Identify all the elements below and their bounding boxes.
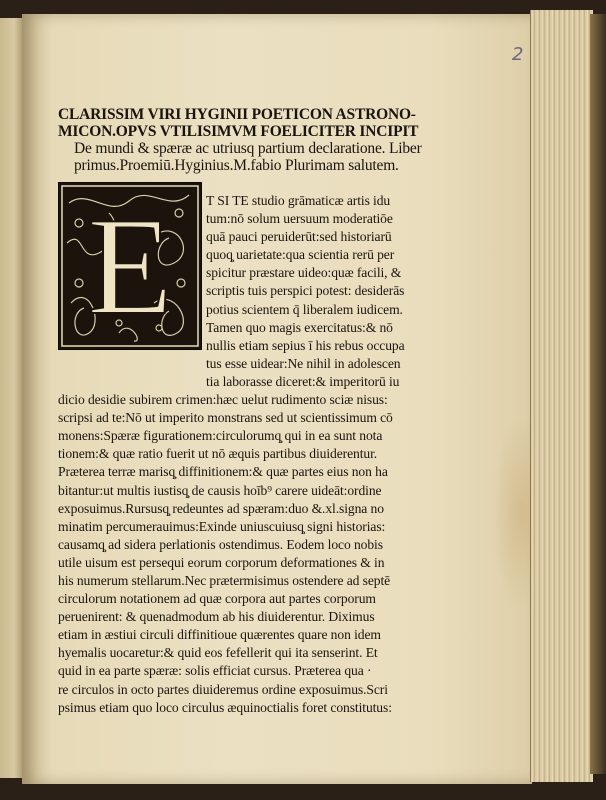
body-line: scripsi ad te:Nō ut imperito monstrans sed ut scientissimum cō: [58, 410, 393, 426]
body-line: Præterea terræ marisq̧ diffinitionem:& quæ partes eius non ha: [58, 464, 388, 480]
body-line: his numerum stellarum.Nec prætermisimus ostendere ad septē: [58, 572, 391, 588]
body-line: tus esse uidear:Ne nihil in adolescen: [206, 355, 401, 371]
heading-line-2: MICON.OPVS VTILISIMVM FOELICITER INCIPIT: [58, 123, 419, 140]
decorated-initial: [58, 182, 202, 350]
body-line: tum:nō solum uersuum moderatiōe: [206, 211, 393, 227]
body-line: etiam in æstiui circuli diffinitioue quærentes quare non idem: [58, 627, 381, 643]
body-line: utile uisum est persequi eorum corporum deformationes & in: [58, 554, 385, 570]
body-line: causamq̧ ad sidera perlationis ostendimus. Eodem loco nobis: [58, 536, 383, 552]
body-line: hyemalis uocaretur:& quid eos fefellerit qui ita senserint. Et: [58, 645, 378, 661]
body-line: tia laborasse diceret:& imperitorū iu: [206, 373, 400, 389]
text-block: [58, 106, 528, 717]
folio-number: 2: [512, 44, 524, 65]
body-line: bitantur:ut multis iustisq̧ de causis hoīb⁹ carere uideāt:ordine: [58, 482, 382, 498]
body-line: exposuimus.Rursusq̧ redeuntes ad spæram:duo &.xl.signa no: [58, 500, 384, 516]
heading-line-4: primus.Proemiū.Hyginius.M.fabio Plurimam salutem.: [74, 157, 399, 174]
body-line: re circulos in octo partes diuideremus ordine exposuimus.Scri: [58, 681, 388, 697]
body-line: dicio desidie subirem crimen:hæc uelut rudimento sciæ nisus:: [58, 392, 388, 408]
heading-line-3: De mundi & spæræ ac utriusq partium declaratione. Liber: [74, 140, 422, 157]
body-line: potius scientem q̄ liberalem iudicem.: [206, 301, 403, 317]
body-line: nullis etiam sepius ī his rebus occupa: [206, 337, 405, 353]
body-line: tionem:& quæ ratio fuerit ut nō æquis partibus diuiderentur.: [58, 446, 378, 462]
body-line: spicitur præstare uideo:quæ facili, &: [206, 265, 402, 281]
page-edges: [530, 10, 593, 782]
heading: [58, 106, 528, 174]
body-line: Tamen quo magis exercitatus:& nō: [206, 319, 393, 335]
body-line: circulorum notationem ad quæ corpora aut partes corporum: [58, 591, 376, 607]
page-edges-shadow: [590, 14, 606, 774]
body-line: quā pauci peruiderūt:sed historiarū: [206, 229, 392, 245]
heading-line-1: CLARISSIM VIRI HYGINII POETICON ASTRONO-: [58, 106, 416, 123]
body-line: quid in ea parte spæræ: solis efficiat cursus. Præterea qua ·: [58, 663, 372, 679]
page: [22, 14, 532, 784]
initial-letter: E: [87, 189, 173, 344]
body-line: peruenirent: & quenadmodum ab his diuiderentur. Diximus: [58, 609, 375, 625]
body-line: minatim percumerauimus:Exinde uniuscuiusq̧ signi historias:: [58, 518, 386, 534]
indented-body: [206, 192, 528, 391]
body-line: quoq̧ uarietate:qua scientia rerū per: [206, 247, 395, 263]
body-line: scriptis tuis perspici potest: desiderās: [206, 283, 405, 299]
body-line: psimus etiam quo loco circulus æquinoctialis foret constitutus:: [58, 699, 392, 715]
decorated-initial-art: [59, 183, 201, 349]
body-line: monens:Spæræ figurationem:circulorumq̧ qui in ea sunt nota: [58, 428, 383, 444]
full-body: [58, 391, 528, 717]
body-line: T SI TE studio grāmaticæ artis idu: [206, 193, 391, 208]
